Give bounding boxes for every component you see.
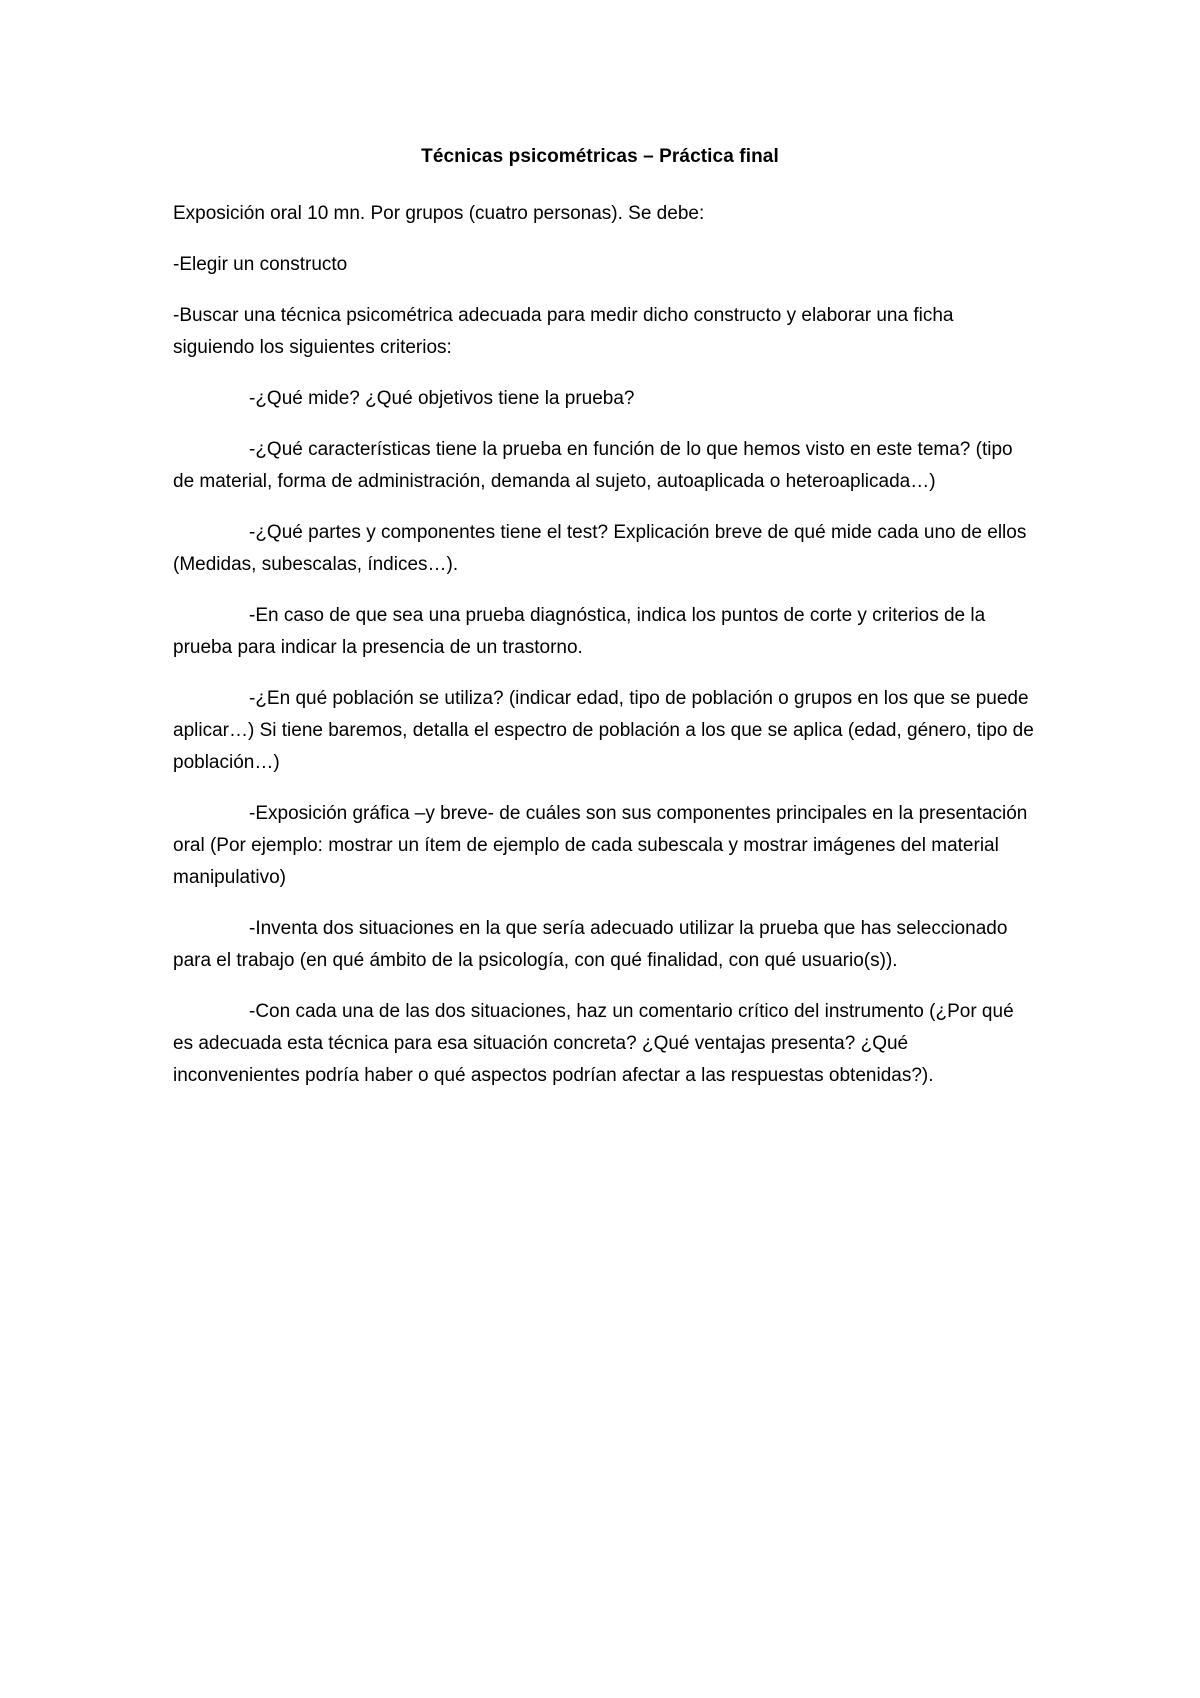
task-choose-construct: -Elegir un constructo — [173, 254, 348, 275]
criterion-characteristics: -¿Qué características tiene la prueba en función de lo que hemos visto en este tema? (tipo de material, forma de administración, demanda al sujeto, autoaplicada o heteroaplicada…) — [173, 439, 1013, 492]
task-find-technique: -Buscar una técnica psicométrica adecuada para medir dicho constructo y elaborar una ficha siguiendo los siguientes criterios: — [173, 305, 954, 358]
intro-paragraph: Exposición oral 10 mn. Por grupos (cuatro personas). Se debe: — [173, 203, 705, 224]
criterion-cutoff-points: -En caso de que sea una prueba diagnóstica, indica los puntos de corte y criterios de la prueba para indicar la presencia de un trastorno. — [173, 605, 986, 658]
criterion-critical-comment: -Con cada una de las dos situaciones, haz un comentario crítico del instrumento (¿Por qué es adecuada esta técnica para esa situación concreta? ¿Qué ventajas presenta? ¿Qué inconvenientes podría haber o qué aspectos podrían afectar a las respuestas obtenidas?). — [173, 1001, 1014, 1086]
criterion-graphic-exposition: -Exposición gráfica –y breve- de cuáles son sus componentes principales en la presentación oral (Por ejemplo: mostrar un ítem de ejemplo de cada subescala y mostrar imágenes del material manipulativo) — [173, 803, 1028, 888]
criterion-parts-components: -¿Qué partes y componentes tiene el test? Explicación breve de qué mide cada uno de ellos (Medidas, subescalas, índices…). — [173, 522, 1027, 575]
document-title: Técnicas psicométricas – Práctica final — [421, 146, 779, 167]
criterion-invent-situations: -Inventa dos situaciones en la que sería adecuado utilizar la prueba que has seleccionado para el trabajo (en qué ámbito de la psicología, con qué finalidad, con qué usuario(s)). — [173, 918, 1008, 971]
criterion-what-measures: -¿Qué mide? ¿Qué objetivos tiene la prueba? — [249, 388, 635, 409]
document-body — [173, 198, 1035, 1111]
criterion-population: -¿En qué población se utiliza? (indicar edad, tipo de población o grupos en los que se puede aplicar…) Si tiene baremos, detalla el espectro de población a los que se aplica (edad, género, tipo de población…) — [173, 688, 1034, 773]
